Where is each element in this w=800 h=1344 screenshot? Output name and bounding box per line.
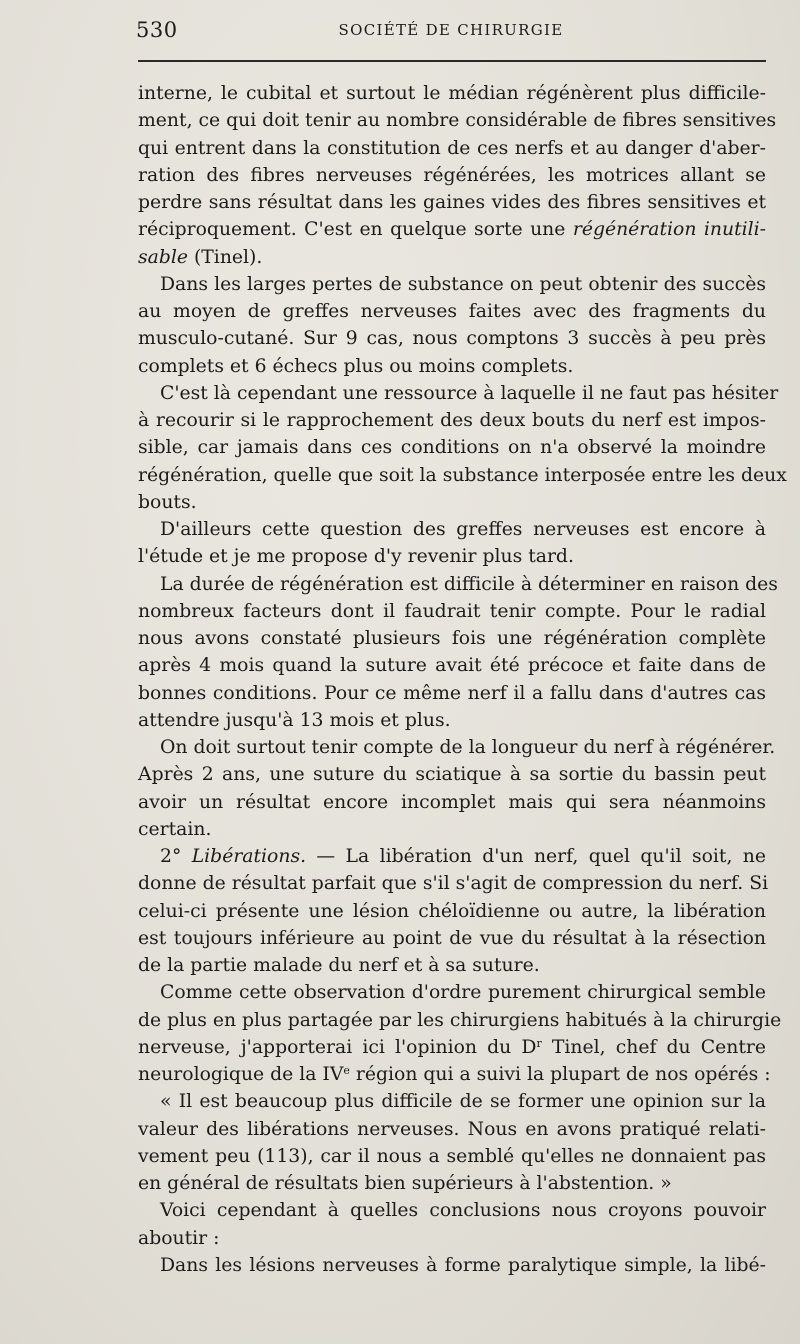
italic-text: régénération inutili- (572, 219, 767, 241)
text-line (138, 1088, 766, 1115)
text-line (138, 516, 766, 543)
text-run: sible, car jamais dans ces conditions on n'a observé la moindre (138, 437, 766, 459)
text-run: nerveuse, j'apporterai ici l'opinion du D (138, 1036, 537, 1058)
text-line (138, 925, 766, 952)
text-line (138, 680, 766, 707)
text-line (138, 625, 766, 652)
text-line (138, 843, 766, 870)
text-run: est toujours inférieure au point de vue du résultat à la résection (138, 927, 766, 949)
superscript-text: e (343, 1064, 350, 1077)
text-run: celui-ci présente une lésion chéloïdienne ou autre, la libération (138, 900, 766, 922)
text-run: interne, le cubital et surtout le médian régénèrent plus difficile- (138, 83, 766, 104)
text-run: valeur des libérations nerveuses. Nous en avons pratiqué relati- (138, 1118, 766, 1140)
text-run: (Tinel). (187, 246, 263, 268)
page-header (136, 18, 766, 48)
text-run: — La libération d'un nerf, quel qu'il soit, ne (306, 846, 767, 867)
text-line (138, 298, 766, 325)
text-run: bouts. (138, 491, 197, 513)
text-run: ment, ce qui doit tenir au nombre considérable de fibres sensitives (138, 110, 777, 132)
text-run: nous avons constaté plusieurs fois une régénération complète (138, 628, 766, 649)
text-run: en général de résultats bien supérieurs à l'abstention. » (138, 1173, 672, 1194)
text-line (138, 870, 769, 897)
text-run: Tinel, chef du Centre (541, 1036, 766, 1058)
text-run: « Il est beaucoup plus difficile de se former une opinion sur la (160, 1091, 766, 1113)
text-run: Dans les lésions nerveuses à forme paralytique simple, la libé- (160, 1254, 766, 1276)
text-run: bonnes conditions. Pour ce même nerf il a fallu dans d'autres cas (138, 682, 766, 704)
text-line (138, 734, 776, 761)
text-line (138, 162, 766, 189)
running-title: SOCIÉTÉ DE CHIRURGIE (338, 21, 564, 39)
text-run: de la partie malade du nerf et à sa suture. (138, 955, 540, 976)
text-line (138, 325, 766, 352)
text-line (138, 244, 766, 271)
text-run: musculo-cutané. Sur 9 cas, nous comptons 3 succès à peu près (138, 328, 766, 350)
text-run: à recourir si le rapprochement des deux bouts du nerf est impos- (138, 410, 766, 431)
text-line (138, 707, 766, 734)
text-line (138, 952, 766, 979)
text-line (138, 80, 766, 107)
text-run: après 4 mois quand la suture avait été précoce et faite dans de (138, 655, 766, 677)
text-line (138, 434, 766, 461)
italic-text: Libérations. (191, 846, 307, 867)
text-run: Dans les larges pertes de substance on peut obtenir des succès (160, 273, 766, 295)
text-run: aboutir : (138, 1227, 220, 1249)
body-text (138, 80, 787, 1279)
text-run: 2° (160, 846, 192, 867)
text-line (138, 652, 766, 679)
text-run: complets et 6 échecs plus ou moins complets. (138, 355, 574, 377)
superscript-text: r (536, 1036, 542, 1050)
text-run: Voici cependant à quelles conclusions nous croyons pouvoir (160, 1200, 766, 1222)
text-run: neurologique de la IV (138, 1064, 344, 1085)
text-line (138, 816, 766, 843)
text-run: réciproquement. C'est en quelque sorte une (138, 219, 573, 241)
text-run: nombreux facteurs dont il faudrait tenir compte. Pour le radial (138, 600, 766, 622)
text-line (138, 543, 766, 570)
text-line (138, 1225, 766, 1252)
text-line (138, 1034, 766, 1061)
text-line (138, 1007, 782, 1034)
text-line (138, 216, 766, 243)
text-line (138, 353, 766, 380)
text-run: au moyen de greffes nerveuses faites avec des fragments du (138, 301, 766, 322)
italic-text: sable (138, 246, 188, 268)
header-rule (138, 60, 766, 62)
text-line (138, 979, 766, 1006)
text-run: avoir un résultat encore incomplet mais qui sera néanmoins (138, 791, 766, 813)
text-run: Après 2 ans, une suture du sciatique à sa sortie du bassin peut (138, 764, 766, 786)
text-run: perdre sans résultat dans les gaines vides des fibres sensitives et (138, 192, 766, 213)
text-line (138, 489, 766, 516)
text-run: C'est là cependant une ressource à laquelle il ne faut pas hésiter (160, 382, 779, 404)
text-run: vement peu (113), car il nous a semblé qu'elles ne donnaient pas (138, 1145, 766, 1167)
text-line (138, 1170, 766, 1197)
text-line (138, 789, 766, 816)
text-run: l'étude et je me propose d'y revenir plus tard. (138, 546, 574, 568)
text-line (138, 462, 787, 489)
text-run: On doit surtout tenir compte de la longueur du nerf à régénérer. (160, 737, 776, 758)
text-line (138, 271, 766, 298)
text-run: attendre jusqu'à 13 mois et plus. (138, 709, 451, 731)
text-line (138, 407, 766, 434)
text-run: de plus en plus partagée par les chirurgiens habitués à la chirurgie (138, 1009, 782, 1031)
text-line (138, 107, 777, 134)
text-run: Comme cette observation d'ordre purement chirurgical semble (160, 982, 766, 1004)
text-run: La durée de régénération est difficile à déterminer en raison des (160, 573, 778, 595)
text-line (138, 1061, 771, 1088)
text-line (138, 898, 766, 925)
text-run: donne de résultat parfait que s'il s'agit de compression du nerf. Si (138, 873, 769, 895)
text-line (138, 189, 766, 216)
text-line (138, 1143, 766, 1170)
text-line (138, 761, 766, 788)
text-line (138, 598, 766, 625)
text-run: certain. (138, 818, 212, 840)
page-number: 530 (136, 18, 178, 42)
text-line (138, 571, 778, 598)
text-run: D'ailleurs cette question des greffes nerveuses est encore à (160, 519, 766, 540)
text-line (138, 1116, 766, 1143)
text-line (138, 135, 766, 162)
text-run: ration des fibres nerveuses régénérées, les motrices allant se (138, 164, 766, 186)
text-run: région qui a suivi la plupart de nos opérés : (349, 1064, 771, 1085)
text-run: qui entrent dans la constitution de ces nerfs et au danger d'aber- (138, 137, 766, 159)
text-line (138, 1252, 766, 1279)
text-line (138, 380, 779, 407)
text-line (138, 1197, 766, 1224)
text-run: régénération, quelle que soit la substance interposée entre les deux (138, 464, 787, 486)
